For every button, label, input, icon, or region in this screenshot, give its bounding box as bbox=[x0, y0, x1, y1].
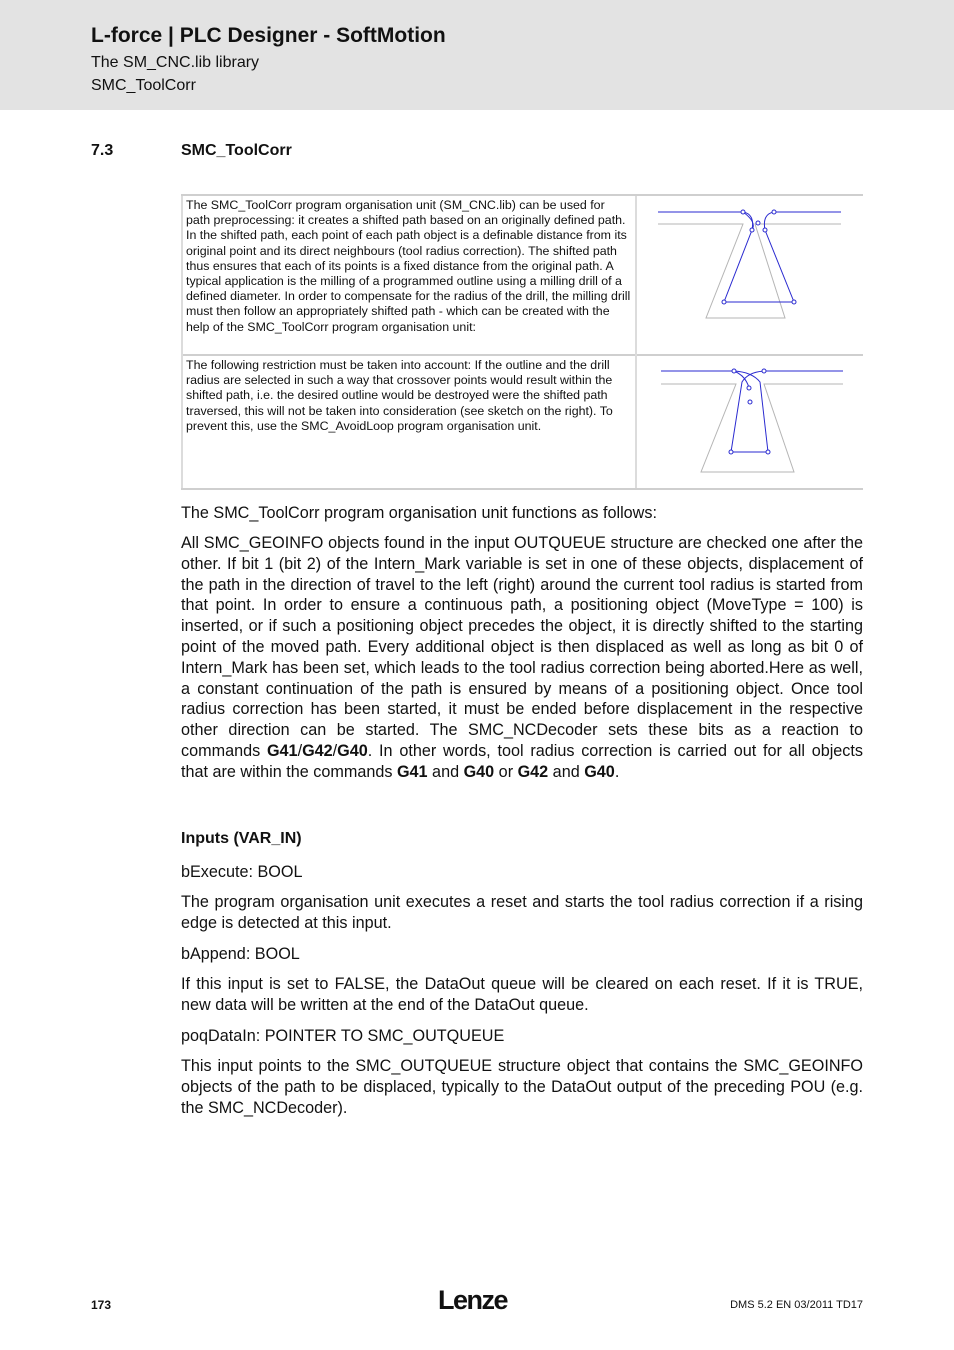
inputs-heading: Inputs (VAR_IN) bbox=[181, 830, 302, 847]
table-middle-rule bbox=[181, 354, 863, 356]
section-name: SMC_ToolCorr bbox=[91, 77, 196, 94]
crossover-restriction-sketch bbox=[656, 362, 856, 478]
original-outline bbox=[658, 224, 841, 318]
chapter-name: The SM_CNC.lib library bbox=[91, 54, 260, 71]
table-left-divider bbox=[181, 196, 183, 488]
table-top-rule bbox=[181, 194, 863, 196]
crossed-shifted-path bbox=[661, 371, 843, 452]
page-header bbox=[0, 0, 954, 110]
input-bappend-description: If this input is set to FALSE, the DataOut queue will be cleared on each reset. If it is TRUE, new data will be written at the end of the DataOut queue. bbox=[181, 975, 863, 1014]
page-number: 173 bbox=[91, 1298, 112, 1312]
input-bexecute-name: bExecute: BOOL bbox=[181, 863, 303, 881]
intro-paragraph: The SMC_ToolCorr program organisation unit functions as follows: bbox=[181, 504, 657, 522]
input-poqdatain-description: This input points to the SMC_OUTQUEUE structure object that contains the SMC_GEOINFO objects of the path to be displaced, typically to the DataOut output of the preceding POU (e.g. the SMC_NCDecoder). bbox=[181, 1057, 863, 1117]
section-number: 7.3 bbox=[91, 142, 114, 159]
input-poqdatain-name: poqDataIn: POINTER TO SMC_OUTQUEUE bbox=[181, 1027, 505, 1045]
toolcorr-path-sketch bbox=[651, 200, 851, 324]
document-title: L-force | PLC Designer - SoftMotion bbox=[91, 24, 446, 47]
document-reference: DMS 5.2 EN 03/2011 TD17 bbox=[730, 1299, 863, 1311]
table-row2-text: The following restriction must be taken into account: If the outline and the drill radius are selected in such a way that crossover points would result within the shifted path, i.e. the desired outline would be destroyed were the shifted path traversed, this will not be taken into consideration (see sketch on the right). To prevent this, use the SMC_AvoidLoop program organisation unit. bbox=[186, 358, 613, 433]
input-bexecute-description: The program organisation unit executes a reset and starts the tool radius correction if a rising edge is detected at this input. bbox=[181, 893, 863, 932]
table-bottom-rule bbox=[181, 488, 863, 490]
table-row1-text: The SMC_ToolCorr program organisation unit (SM_CNC.lib) can be used for path preprocessing: it creates a shifted path based on an originally defined path. In the shifted path, each point of each path object is a definable distance from its original point and its direct neighbours (tool radius correction). The shifted path thus ensures that each of its points is a fixed distance from the original path. A typical application is the milling of a programmed outline using a milling drill of a defined diameter. In order to compensate for the radius of the drill, the milling drill must then follow an appropriately shifted path - which can be created with the help of the SMC_ToolCorr program organisation unit: bbox=[186, 198, 631, 334]
table-column-divider bbox=[635, 196, 637, 488]
shifted-path bbox=[658, 212, 841, 302]
description-table bbox=[181, 194, 863, 490]
lenze-logo: Lenze bbox=[438, 1285, 508, 1315]
input-bappend-name: bAppend: BOOL bbox=[181, 945, 300, 963]
functional-description: All SMC_GEOINFO objects found in the input OUTQUEUE structure are checked one after the other. If bit 1 (bit 2) of the Intern_Mark variable is set in one of these objects, displacement of the path in the direction of travel to the left (right) around the current tool radius is started from that point. In order to ensure a continuous path, a positioning object (MoveType = 100) is inserted, or if such a positioning object precedes the object, it is directly shifted to the starting point of the moved path. Every additional object is then displaced as well as long as bit 0 of Intern_Mark has been set, which leads to the tool radius correction being aborted.Here as well, a constant continuation of the path is ensured by means of a positioning object. Once tool radius correction has been started, it must be ended before displacement in the respective other direction can be started. The SMC_NCDecoder sets these bits as a reaction to commands G41/G42/G40. In other words, tool radius correction is carried out for all objects that are within the commands G41 and G40 or G42 and G40. bbox=[181, 534, 863, 781]
original-outline-2 bbox=[661, 384, 843, 472]
section-title: SMC_ToolCorr bbox=[181, 142, 292, 159]
